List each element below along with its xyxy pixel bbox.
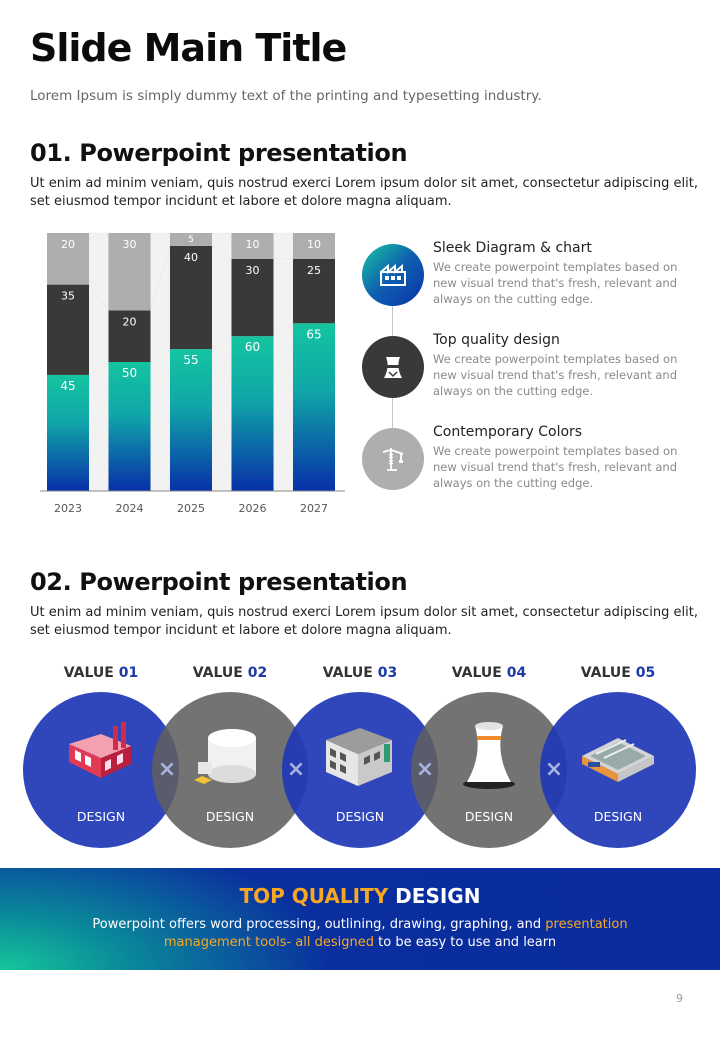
data-label: 25 xyxy=(307,263,321,277)
section1-body: Ut enim ad minim veniam, quis nostrud exerci Lorem ipsum dolor sit amet, consectetur adipiscing elit, set eiusmod tempor incidunt et labore et dolore magna aliquam. xyxy=(30,176,698,209)
data-label: 20 xyxy=(122,315,137,329)
warehouse-icon xyxy=(578,722,658,790)
feature-title: Sleek Diagram & chart xyxy=(433,240,592,256)
data-label: 30 xyxy=(122,238,137,251)
banner-body: Powerpoint offers word processing, outlining, drawing, graphing, and presentation management tools- all designed to be easy to use and learn xyxy=(92,917,628,950)
section2-title: 02. Powerpoint presentation xyxy=(30,568,408,596)
separator-x-icon: × xyxy=(157,757,177,782)
x-tick-label: 2024 xyxy=(115,502,144,515)
data-label: 5 xyxy=(188,235,194,245)
bar-segment xyxy=(232,336,274,491)
separator-x-icon: × xyxy=(286,757,306,782)
value-label: VALUE 01 xyxy=(63,665,139,681)
feature-title: Top quality design xyxy=(433,332,560,348)
bar-connector xyxy=(212,246,232,349)
data-label: 65 xyxy=(306,327,322,342)
bar-connector xyxy=(274,233,294,259)
data-label: 40 xyxy=(184,250,198,264)
value-label: VALUE 03 xyxy=(322,665,398,681)
value-text: DESIGN xyxy=(593,809,643,824)
bar-connector xyxy=(274,323,294,491)
data-label: 30 xyxy=(245,263,260,277)
crane-icon xyxy=(362,428,424,490)
data-label: 20 xyxy=(61,238,75,251)
section1-title: 01. Powerpoint presentation xyxy=(30,139,408,167)
office-building-icon xyxy=(320,722,400,790)
data-label: 10 xyxy=(245,238,260,251)
section2-body: Ut enim ad minim veniam, quis nostrud exerci Lorem ipsum dolor sit amet, consectetur adipiscing elit, set eiusmod tempor incidunt et labore et dolore magna aliquam. xyxy=(30,605,698,638)
cooling-tower-icon xyxy=(449,722,529,790)
bar-segment xyxy=(293,323,335,491)
bar-connector xyxy=(89,362,109,491)
data-label: 45 xyxy=(60,378,76,393)
x-tick-label: 2026 xyxy=(238,502,267,515)
banner-title: TOP QUALITY DESIGN xyxy=(239,884,481,908)
value-text: DESIGN xyxy=(205,809,255,824)
data-label: 10 xyxy=(307,238,321,251)
bottom-banner xyxy=(0,868,720,970)
value-text: DESIGN xyxy=(335,809,385,824)
separator-x-icon: × xyxy=(544,757,564,782)
bar-connector xyxy=(212,336,232,491)
data-label: 35 xyxy=(61,289,75,303)
value-label: VALUE 04 xyxy=(451,665,527,681)
x-tick-label: 2023 xyxy=(54,502,82,515)
separator-x-icon: × xyxy=(415,757,435,782)
factory-icon xyxy=(362,244,424,306)
value-text: DESIGN xyxy=(76,809,126,824)
feature-desc: We create powerpoint templates based on new visual trend that's fresh, relevant and always on the cutting edge. xyxy=(433,444,678,490)
value-label: VALUE 05 xyxy=(580,665,656,681)
feature-desc: We create powerpoint templates based on new visual trend that's fresh, relevant and always on the cutting edge. xyxy=(433,352,678,398)
data-label: 50 xyxy=(121,366,138,380)
bar-connector xyxy=(151,349,171,491)
bar-segment xyxy=(170,349,212,491)
stacked-bar-chart xyxy=(30,225,350,525)
storage-tank-icon xyxy=(190,722,270,790)
bar-connector xyxy=(274,259,294,336)
feature-desc: We create powerpoint templates based on new visual trend that's fresh, relevant and always on the cutting edge. xyxy=(433,260,678,306)
cooling-tower-icon xyxy=(362,336,424,398)
data-label: 55 xyxy=(183,353,199,368)
feature-title: Contemporary Colors xyxy=(433,424,583,440)
bar-segment xyxy=(109,362,151,491)
value-text: DESIGN xyxy=(464,809,514,824)
x-tick-label: 2027 xyxy=(300,502,328,515)
value-label: VALUE 02 xyxy=(192,665,268,681)
page-title: Slide Main Title xyxy=(30,26,347,70)
x-tick-label: 2025 xyxy=(177,502,205,515)
factory-icon xyxy=(61,722,141,790)
page-number: 9 xyxy=(676,992,683,1005)
feature-connector xyxy=(392,397,393,429)
data-label: 60 xyxy=(244,340,261,355)
page-subtitle: Lorem Ipsum is simply dummy text of the printing and typesetting industry. xyxy=(30,88,542,104)
